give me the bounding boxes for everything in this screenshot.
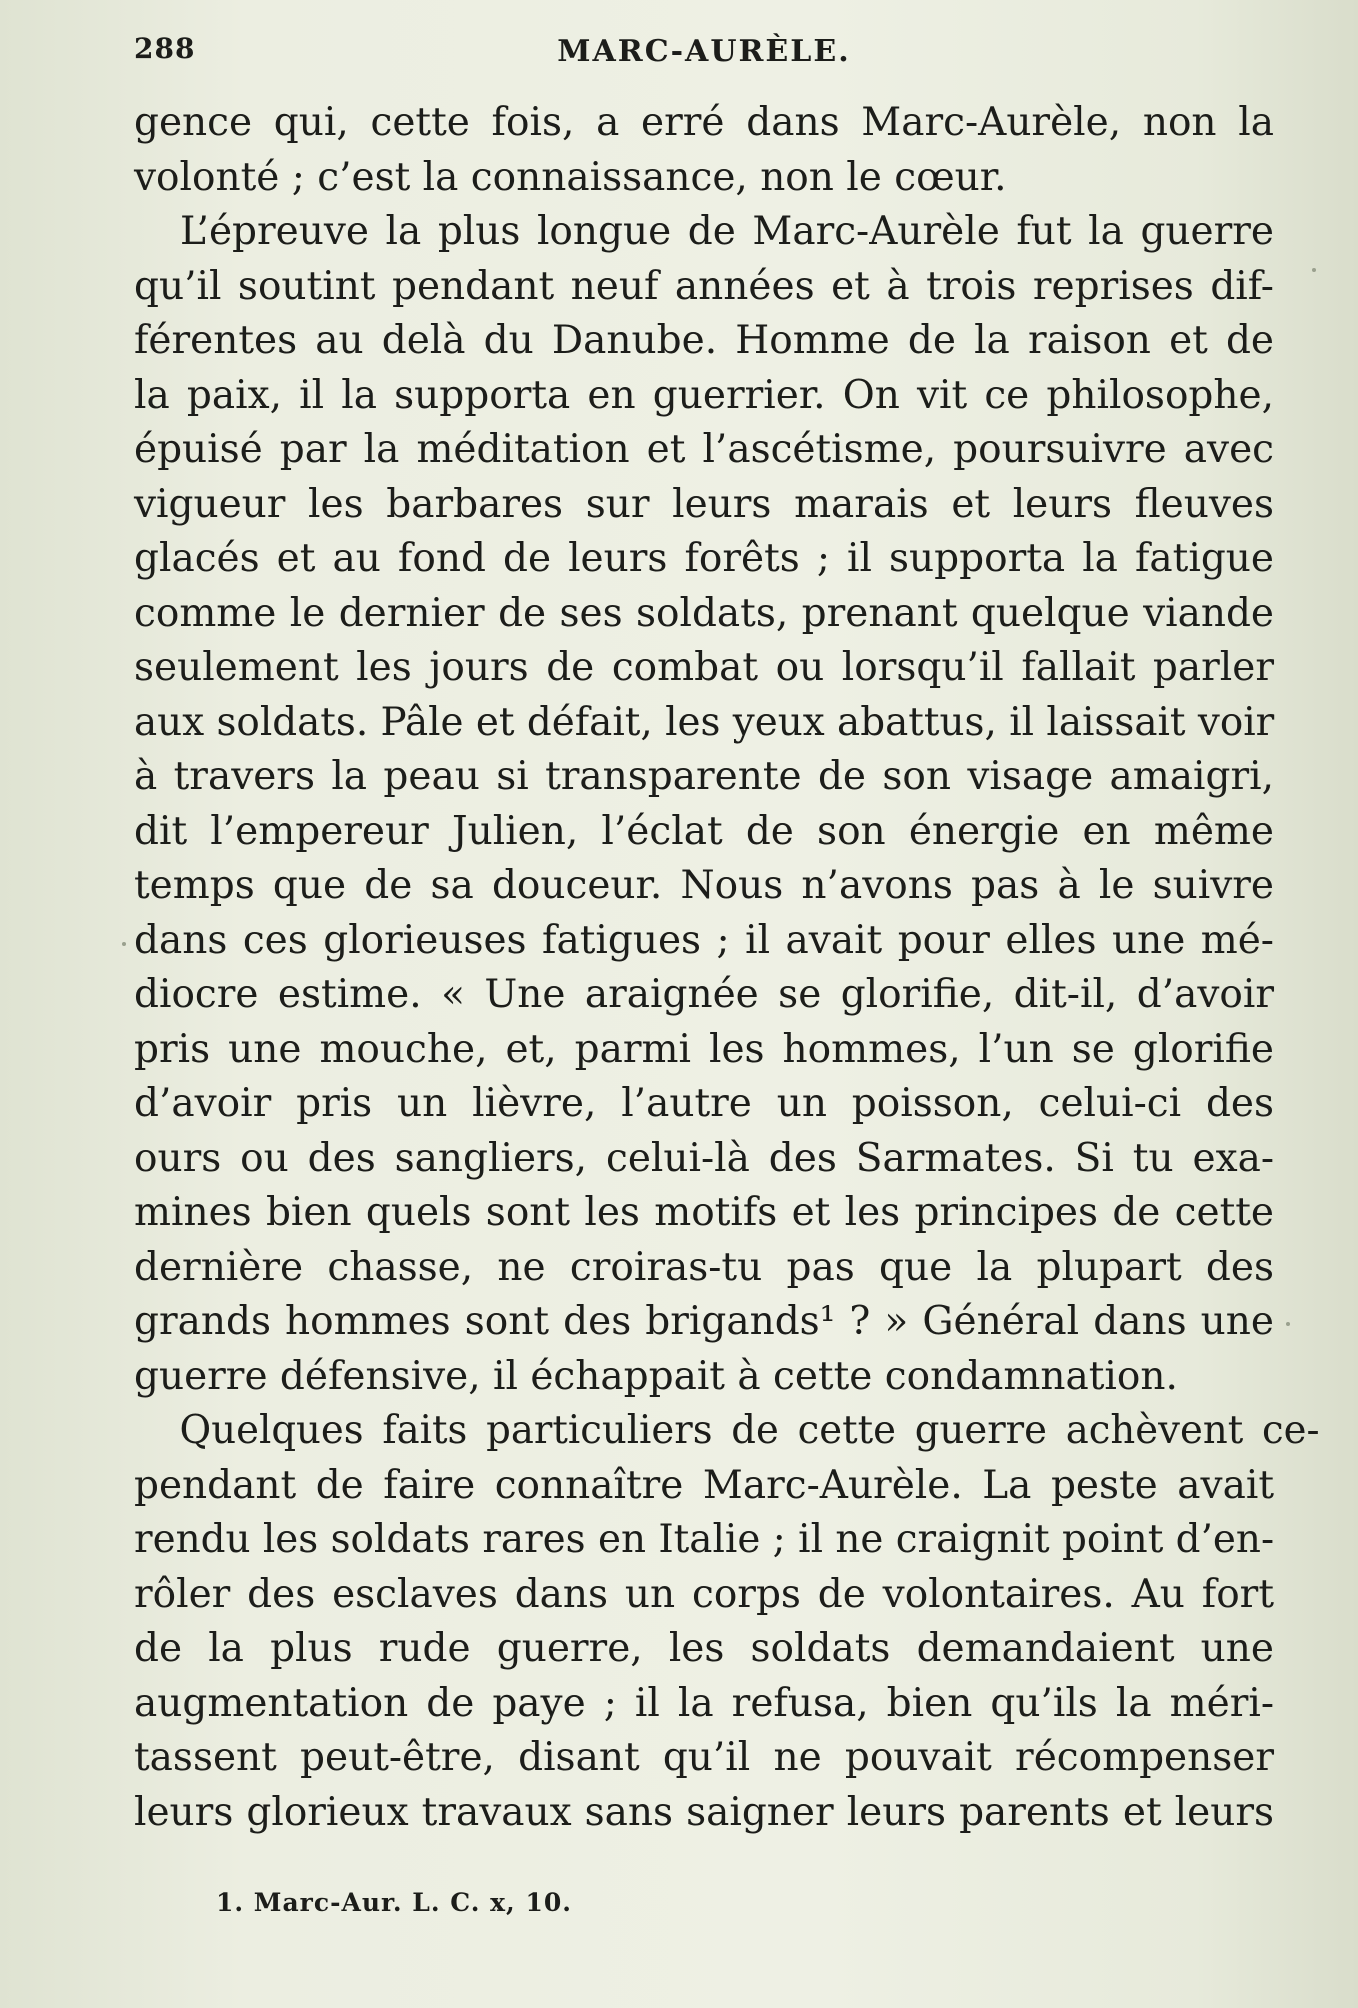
text-line: L’épreuve la plus longue de Marc-Aurèle fut la guerre [180, 209, 1274, 254]
text-line: dernière chasse, ne croiras-tu pas que la plupart des [134, 1244, 1274, 1290]
text-line: dans ces glorieuses fatigues ; il avait pour elles une mé- [134, 917, 1274, 963]
text-line: qu’il soutint pendant neuf années et à trois reprises dif- [134, 263, 1274, 309]
text-line: leurs glorieux travaux sans saigner leurs parents et leurs [134, 1789, 1274, 1835]
body-text [134, 96, 1320, 1840]
text-line: mines bien quels sont les motifs et les principes de cette [134, 1190, 1274, 1235]
text-line: férentes au delà du Danube. Homme de la raison et de [134, 318, 1274, 363]
text-line: temps que de sa douceur. Nous n’avons pas à le suivre [134, 863, 1274, 908]
text-line: d’avoir pris un lièvre, l’autre un poisson, celui-ci des [134, 1081, 1274, 1126]
page-number: 288 [134, 32, 196, 65]
text-line: volonté ; c’est la connaissance, non le cœur. [134, 154, 1007, 200]
text-line: seulement les jours de combat ou lorsqu’il fallait parler [134, 645, 1274, 690]
footnote: 1. Marc-Aur. L. C. x, 10. [216, 1888, 572, 1917]
paper-speck [1286, 1322, 1290, 1326]
text-line: la paix, il la supporta en guerrier. On vit ce philosophe, [134, 372, 1274, 418]
text-line: diocre estime. « Une araignée se glorifie, dit-il, d’avoir [134, 972, 1274, 1017]
text-line: augmentation de paye ; il la refusa, bien qu’ils la méri- [134, 1680, 1274, 1726]
page-header [134, 28, 1274, 78]
text-line: rôler des esclaves dans un corps de volontaires. Au fort [134, 1571, 1274, 1617]
text-line: à travers la peau si transparente de son visage amaigri, [134, 754, 1274, 799]
text-line: tassent peut-être, disant qu’il ne pouvait récompenser [134, 1735, 1274, 1780]
text-line: vigueur les barbares sur leurs marais et leurs fleuves [134, 481, 1274, 527]
text-line: gence qui, cette fois, a erré dans Marc-Aurèle, non la [134, 100, 1274, 145]
paper-speck [1312, 268, 1316, 272]
text-line: guerre défensive, il échappait à cette condamnation. [134, 1353, 1178, 1399]
text-line: rendu les soldats rares en Italie ; il ne craignit point d’en- [134, 1517, 1275, 1562]
text-line: glacés et au fond de leurs forêts ; il supporta la fatigue [134, 536, 1274, 581]
text-line: pris une mouche, et, parmi les hommes, l’un se glorifie [134, 1026, 1274, 1072]
text-line: grands hommes sont des brigands¹ ? » Général dans une [134, 1299, 1274, 1344]
text-line: comme le dernier de ses soldats, prenant quelque viande [134, 590, 1274, 636]
text-line: ours ou des sangliers, celui-là des Sarmates. Si tu exa- [134, 1135, 1274, 1181]
text-line: de la plus rude guerre, les soldats demandaient une [134, 1626, 1274, 1671]
text-line: épuisé par la méditation et l’ascétisme, poursuivre avec [134, 427, 1274, 472]
running-title: MARC-AURÈLE. [557, 34, 851, 69]
text-line: aux soldats. Pâle et défait, les yeux abattus, il laissait voir [134, 699, 1275, 745]
paper-speck [122, 942, 126, 946]
text-line: pendant de faire connaître Marc-Aurèle. La peste avait [134, 1462, 1274, 1508]
text-line: dit l’empereur Julien, l’éclat de son énergie en même [134, 808, 1274, 854]
text-line: Quelques faits particuliers de cette guerre achèvent ce- [179, 1408, 1320, 1453]
